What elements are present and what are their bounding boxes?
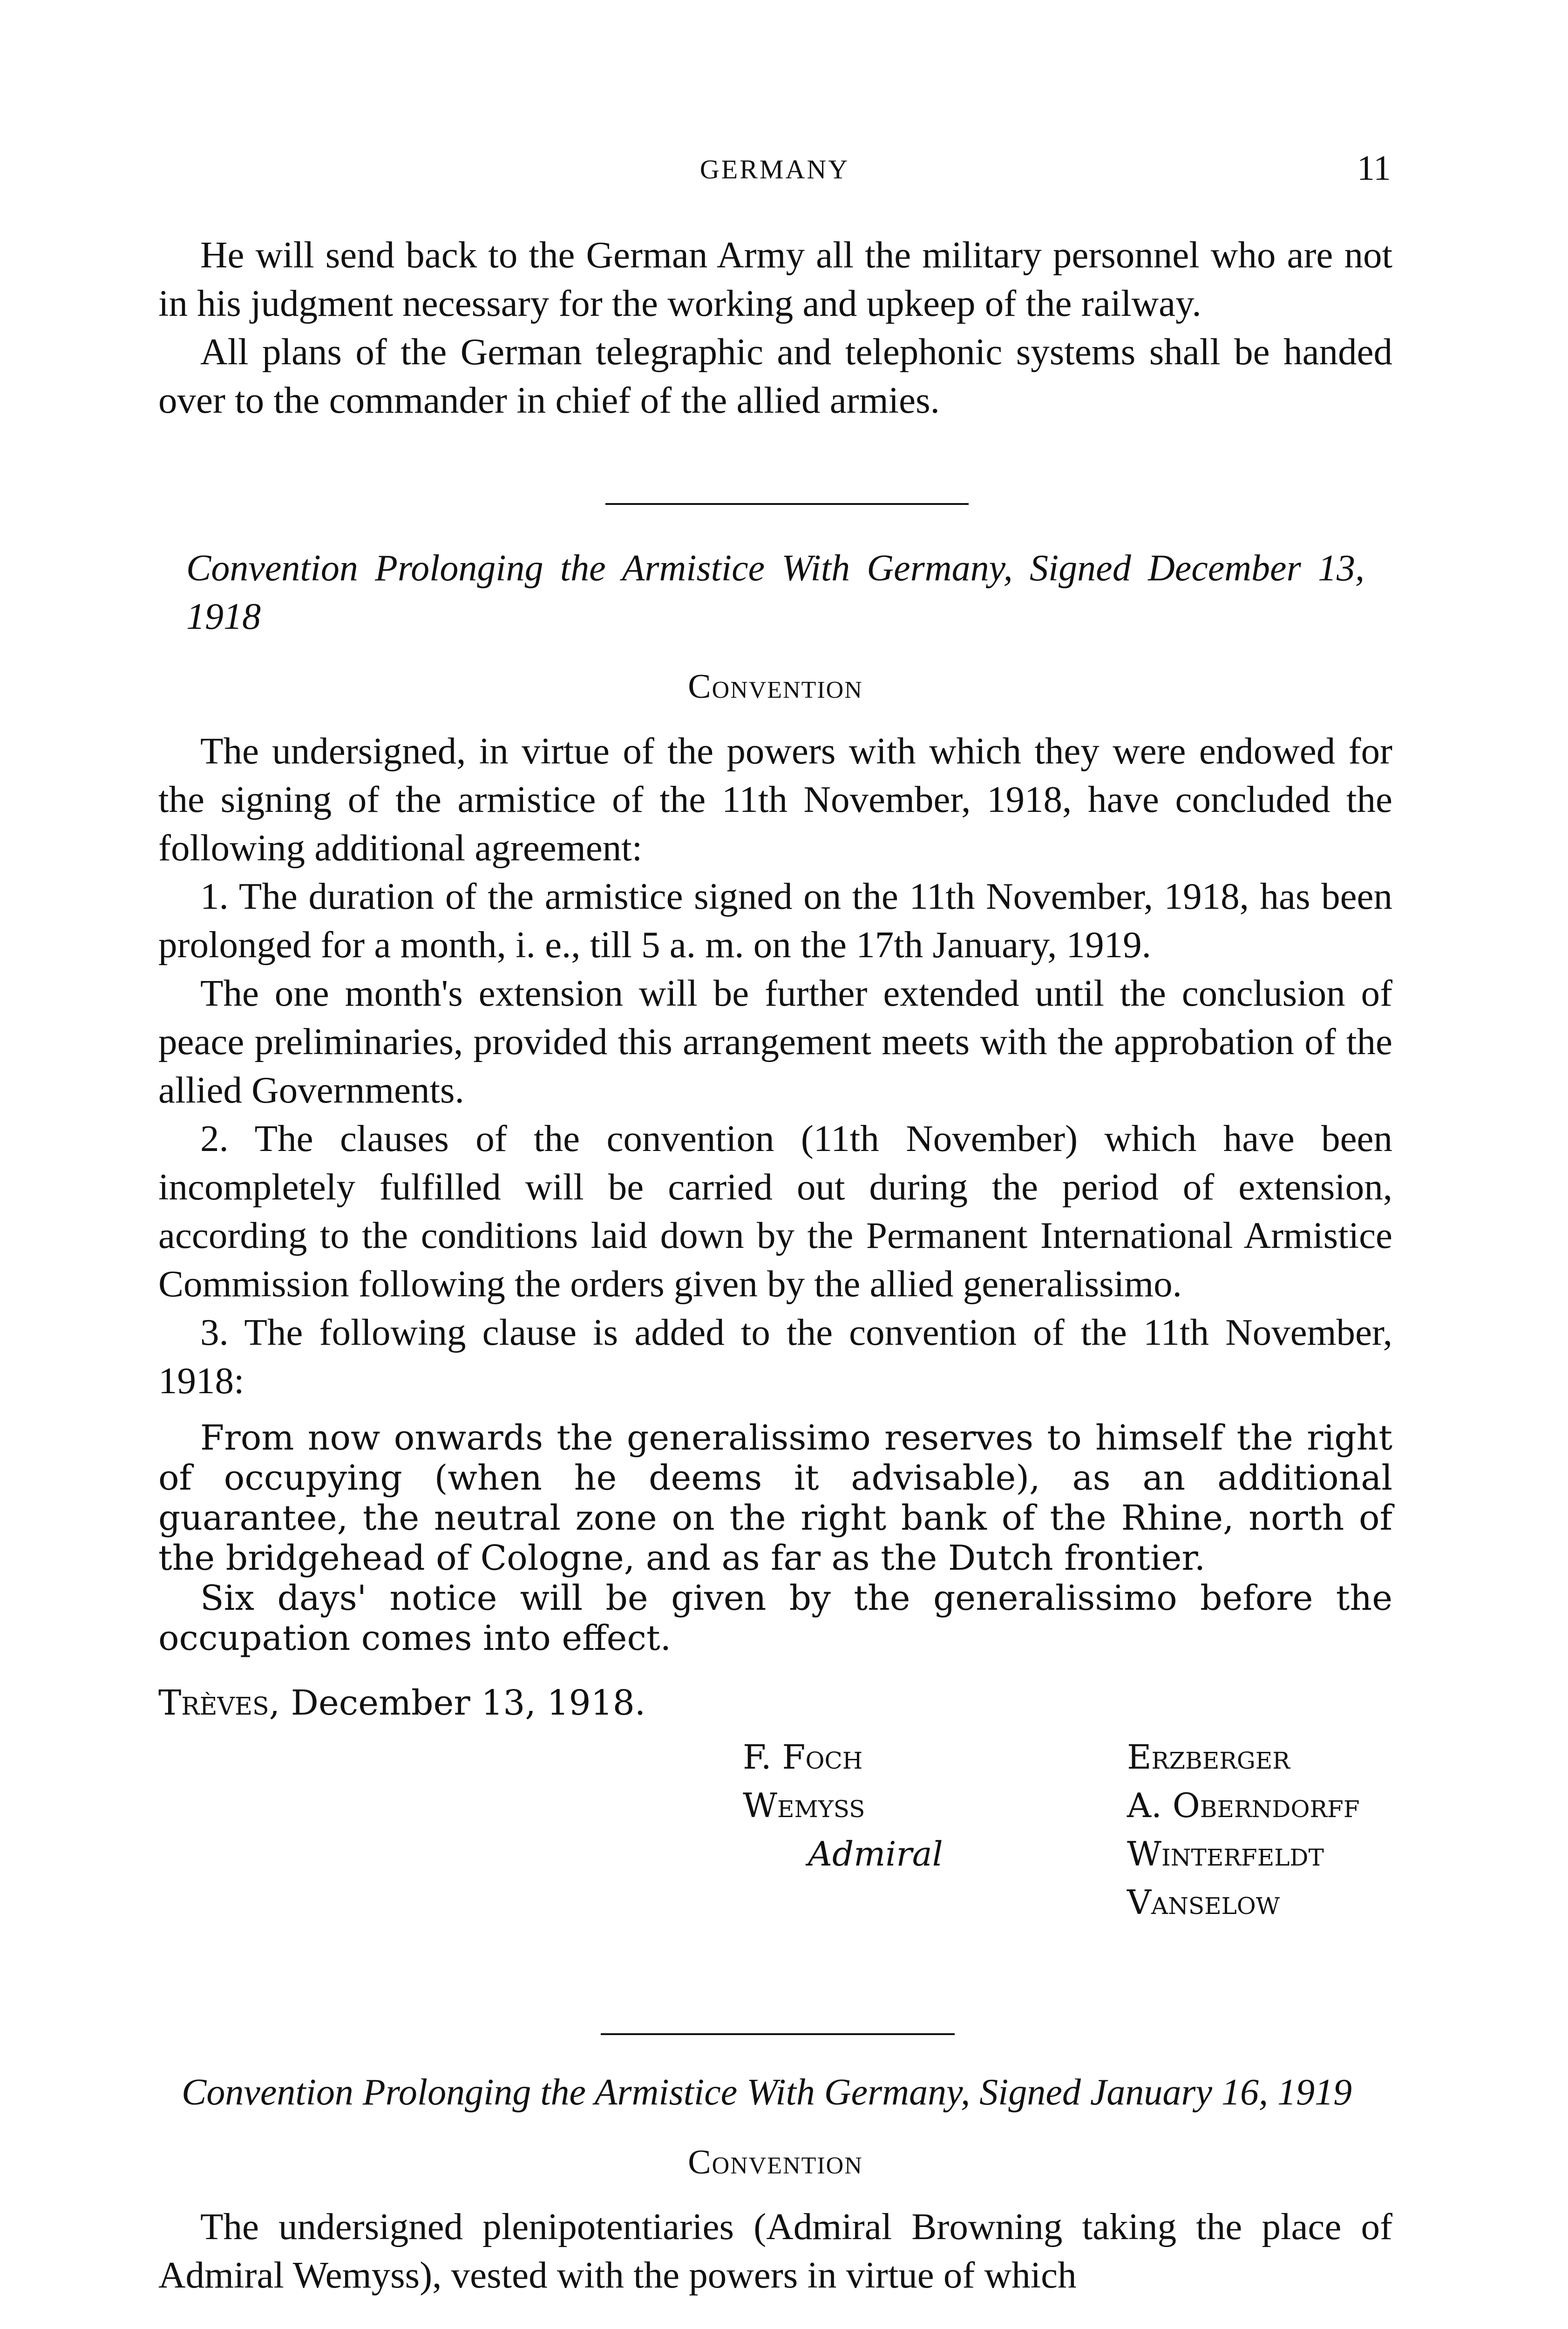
signature: F. Foch	[743, 1737, 863, 1777]
section-2	[158, 2068, 1392, 2299]
paragraph: 3. The following clause is added to the convention of the 11th November, 1918:	[158, 1311, 1392, 1402]
notice-text: Six days' notice will be given by the generalissimo before the occupation comes into effect.	[158, 1578, 1392, 1658]
added-clause	[158, 1418, 1392, 1658]
paragraph: 2. The clauses of the convention (11th November) which have been incompletely fulfilled will be carried out during the period of extension, according to the conditions laid down by the Permanent International Armistice Commission following the orders given by the allied generalissimo.	[158, 1117, 1392, 1305]
signatures	[158, 1733, 1392, 1928]
signature: Wemyss	[743, 1786, 865, 1825]
section-heading: Convention	[688, 2143, 863, 2181]
place-date	[158, 1679, 1392, 1727]
place: Trèves	[158, 1683, 269, 1723]
signatures-german	[1127, 1733, 1360, 1927]
page-header	[158, 148, 1391, 195]
page-number: 11	[1357, 149, 1391, 188]
paragraph: The undersigned, in virtue of the powers with which they were endowed for the signing of the armistice of the 11th November, 1918, have concluded the following additional agreement:	[158, 730, 1392, 869]
signatures-allied	[743, 1733, 943, 1878]
signature-title: Admiral	[808, 1834, 943, 1873]
paragraph: The undersigned plenipotentiaries (Admiral Browning taking the place of Admiral Wemyss), vested with the powers in virtue of which	[158, 2206, 1392, 2296]
section-1	[158, 544, 1392, 1928]
paragraph: 1. The duration of the armistice signed on the 11th November, 1918, has been prolonged for a month, i. e., till 5 a. m. on the 17th January, 1919.	[158, 875, 1392, 966]
signature: A. Oberndorff	[1127, 1786, 1360, 1825]
section-heading: Convention	[688, 667, 863, 706]
section-title: Convention Prolonging the Armistice With Germany, Signed December 13, 1918	[186, 548, 1364, 637]
clause-text: From now onwards the generalissimo reserves to himself the right of occupying (when he deems it advisable), as an additional guarantee, the neutral zone on the right bank of the Rhine, north of the bridgehead of Cologne, and as far as the Dutch frontier.	[158, 1418, 1392, 1578]
running-head: GERMANY	[699, 154, 850, 184]
signature: Winterfeldt	[1127, 1834, 1324, 1873]
signature: Erzberger	[1127, 1737, 1290, 1777]
intro-paragraph: He will send back to the German Army all the military personnel who are not in his judgment necessary for the working and upkeep of the railway.	[158, 234, 1392, 324]
signature: Vanselow	[1127, 1883, 1280, 1922]
date: , December 13, 1918.	[269, 1683, 646, 1723]
section-divider	[605, 503, 969, 505]
paragraph: The one month's extension will be further extended until the conclusion of peace preliminaries, provided this arrangement meets with the approbation of the allied Governments.	[158, 972, 1392, 1111]
intro-text	[158, 231, 1392, 424]
intro-paragraph: All plans of the German telegraphic and telephonic systems shall be handed over to the commander in chief of the allied armies.	[158, 331, 1392, 421]
section-title: Convention Prolonging the Armistice With Germany, Signed January 16, 1919	[182, 2072, 1352, 2113]
section-divider	[601, 2033, 955, 2035]
